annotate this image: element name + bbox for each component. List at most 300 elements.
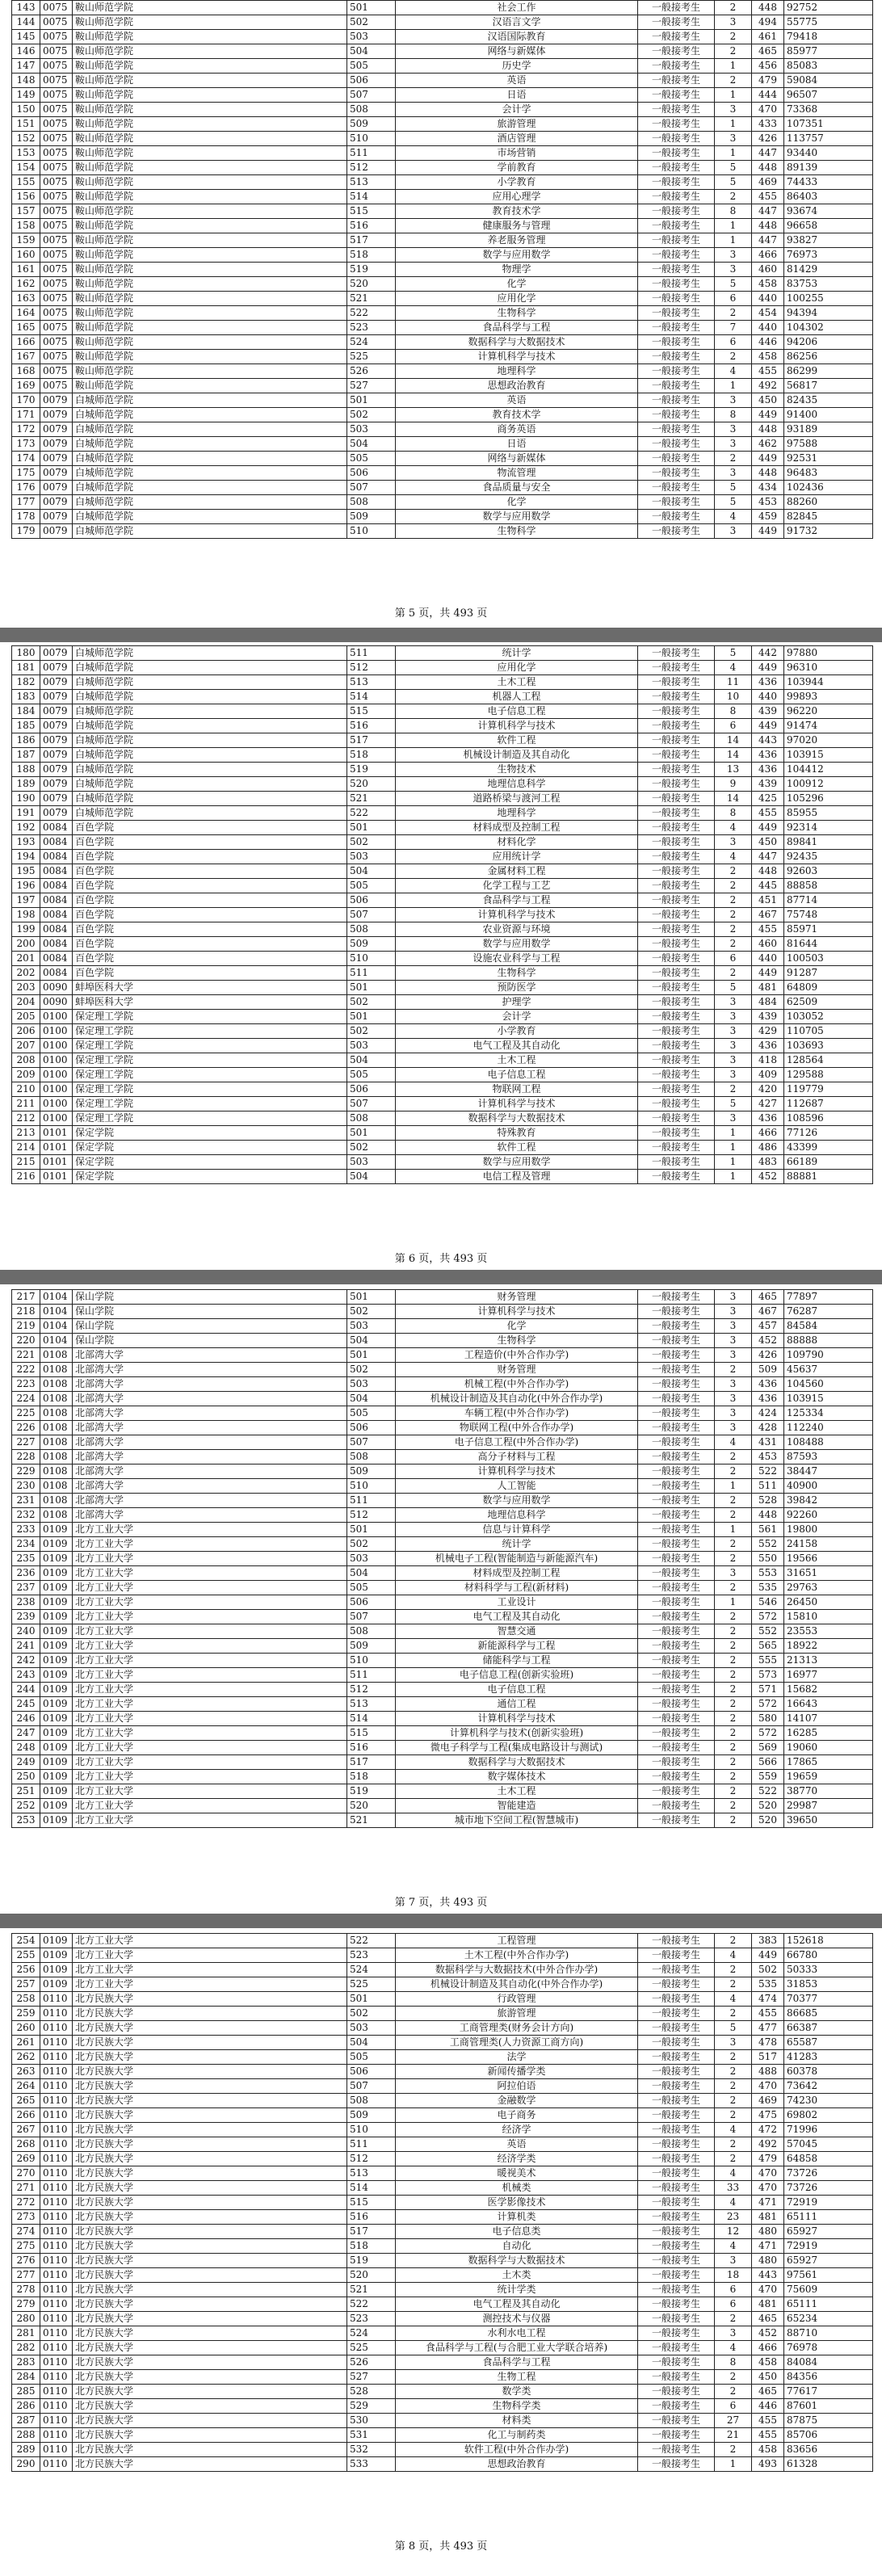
major-name: 计算机科学与技术 [396, 1305, 638, 1319]
plan-count: 5 [715, 981, 752, 995]
min-score: 426 [752, 132, 784, 146]
min-score: 517 [752, 2050, 784, 2065]
major-code: 511 [347, 966, 396, 981]
major-code: 525 [347, 2341, 396, 2355]
min-rank: 66387 [784, 2021, 873, 2036]
row-index: 161 [12, 263, 40, 277]
plan-count: 1 [715, 1170, 752, 1184]
table-row [12, 1141, 873, 1155]
major-code: 527 [347, 379, 396, 393]
candidate-type: 一般接考生 [638, 2370, 715, 2385]
school-code: 0109 [40, 1537, 73, 1552]
row-index: 181 [12, 661, 40, 675]
school-name: 北部湾大学 [73, 1377, 347, 1392]
min-rank: 92314 [784, 821, 873, 835]
major-code: 517 [347, 733, 396, 748]
plan-count: 12 [715, 2225, 752, 2239]
major-code: 518 [347, 248, 396, 263]
table-row [12, 2297, 873, 2312]
min-rank: 16643 [784, 1697, 873, 1712]
row-index: 182 [12, 675, 40, 690]
table-row [12, 893, 873, 908]
table-row [12, 59, 873, 74]
major-code: 505 [347, 1068, 396, 1082]
school-name: 保定学院 [73, 1141, 347, 1155]
min-rank: 65234 [784, 2312, 873, 2326]
major-code: 509 [347, 117, 396, 132]
school-code: 0110 [40, 2341, 73, 2355]
min-score: 472 [752, 2123, 784, 2137]
plan-count: 2 [715, 306, 752, 321]
plan-count: 2 [715, 1464, 752, 1479]
school-name: 鞍山师范学院 [73, 321, 347, 335]
min-rank: 97880 [784, 646, 873, 661]
plan-count: 3 [715, 1010, 752, 1024]
school-code: 0110 [40, 2283, 73, 2297]
min-rank: 72919 [784, 2196, 873, 2210]
plan-count: 2 [715, 2370, 752, 2385]
min-score: 455 [752, 364, 784, 379]
plan-count: 2 [715, 2385, 752, 2399]
table-row [12, 2137, 873, 2152]
row-index: 280 [12, 2312, 40, 2326]
row-index: 263 [12, 2065, 40, 2079]
row-index: 286 [12, 2399, 40, 2414]
table-row [12, 995, 873, 1010]
school-name: 北方工业大学 [73, 1624, 347, 1639]
major-name: 教育技术学 [396, 408, 638, 422]
plan-count: 1 [715, 1126, 752, 1141]
plan-count: 2 [715, 1963, 752, 1977]
major-code: 510 [347, 2123, 396, 2137]
min-rank: 77617 [784, 2385, 873, 2399]
min-rank: 66189 [784, 1155, 873, 1170]
school-code: 0075 [40, 59, 73, 74]
plan-count: 3 [715, 466, 752, 481]
min-score: 449 [752, 719, 784, 733]
school-name: 鞍山师范学院 [73, 59, 347, 74]
school-name: 百色学院 [73, 835, 347, 850]
plan-count: 2 [715, 452, 752, 466]
school-name: 保定学院 [73, 1170, 347, 1184]
candidate-type: 一般接考生 [638, 1155, 715, 1170]
candidate-type: 一般接考生 [638, 452, 715, 466]
row-index: 146 [12, 44, 40, 59]
min-score: 470 [752, 2079, 784, 2094]
major-code: 519 [347, 1784, 396, 1799]
candidate-type: 一般接考生 [638, 1363, 715, 1377]
row-index: 224 [12, 1392, 40, 1406]
major-name: 物流管理 [396, 466, 638, 481]
min-rank: 97020 [784, 733, 873, 748]
candidate-type: 一般接考生 [638, 1421, 715, 1435]
min-score: 453 [752, 495, 784, 510]
major-name: 数据科学与大数据技术 [396, 1755, 638, 1770]
table-row [12, 466, 873, 481]
candidate-type: 一般接考生 [638, 2239, 715, 2254]
row-index: 264 [12, 2079, 40, 2094]
min-rank: 91400 [784, 408, 873, 422]
min-rank: 43399 [784, 1141, 873, 1155]
plan-count: 5 [715, 175, 752, 190]
min-rank: 23553 [784, 1624, 873, 1639]
min-score: 461 [752, 30, 784, 44]
candidate-type: 一般接考生 [638, 864, 715, 879]
major-code: 524 [347, 335, 396, 350]
min-rank: 99893 [784, 690, 873, 704]
school-code: 0075 [40, 335, 73, 350]
school-name: 白城师范学院 [73, 510, 347, 524]
plan-count: 3 [715, 995, 752, 1010]
candidate-type: 一般接考生 [638, 675, 715, 690]
min-rank: 86403 [784, 190, 873, 204]
school-name: 北方民族大学 [73, 2385, 347, 2399]
school-code: 0109 [40, 1697, 73, 1712]
table-row [12, 1053, 873, 1068]
candidate-type: 一般接考生 [638, 1595, 715, 1610]
major-code: 515 [347, 2196, 396, 2210]
candidate-type: 一般接考生 [638, 524, 715, 539]
plan-count: 2 [715, 30, 752, 44]
school-code: 0075 [40, 117, 73, 132]
plan-count: 1 [715, 59, 752, 74]
plan-count: 2 [715, 1624, 752, 1639]
min-rank: 74230 [784, 2094, 873, 2108]
table-row [12, 719, 873, 733]
row-index: 157 [12, 204, 40, 219]
page-separator [0, 1270, 882, 1284]
min-score: 502 [752, 1963, 784, 1977]
major-name: 护理学 [396, 995, 638, 1010]
row-index: 180 [12, 646, 40, 661]
major-name: 商务英语 [396, 422, 638, 437]
table-row [12, 233, 873, 248]
major-code: 502 [347, 15, 396, 30]
min-rank: 38770 [784, 1784, 873, 1799]
row-index: 289 [12, 2443, 40, 2457]
major-name: 食品科学与工程 [396, 2355, 638, 2370]
row-index: 259 [12, 2007, 40, 2021]
min-rank: 89841 [784, 835, 873, 850]
row-index: 162 [12, 277, 40, 292]
major-name: 材料成型及控制工程 [396, 1566, 638, 1581]
major-name: 法学 [396, 2050, 638, 2065]
min-rank: 94394 [784, 306, 873, 321]
row-index: 191 [12, 806, 40, 821]
school-name: 白城师范学院 [73, 452, 347, 466]
school-name: 北方民族大学 [73, 2399, 347, 2414]
school-code: 0104 [40, 1319, 73, 1334]
candidate-type: 一般接考生 [638, 1479, 715, 1494]
plan-count: 2 [715, 908, 752, 922]
row-index: 194 [12, 850, 40, 864]
major-code: 522 [347, 2297, 396, 2312]
min-rank: 74433 [784, 175, 873, 190]
min-score: 462 [752, 437, 784, 452]
plan-count: 2 [715, 1668, 752, 1683]
candidate-type: 一般接考生 [638, 1290, 715, 1305]
min-score: 470 [752, 103, 784, 117]
school-code: 0079 [40, 510, 73, 524]
table-row [12, 952, 873, 966]
major-code: 505 [347, 1406, 396, 1421]
row-index: 197 [12, 893, 40, 908]
row-index: 272 [12, 2196, 40, 2210]
school-code: 0110 [40, 2036, 73, 2050]
candidate-type: 一般接考生 [638, 393, 715, 408]
row-index: 240 [12, 1624, 40, 1639]
candidate-type: 一般接考生 [638, 379, 715, 393]
table-row [12, 2152, 873, 2166]
plan-count: 1 [715, 233, 752, 248]
min-score: 449 [752, 1948, 784, 1963]
row-index: 178 [12, 510, 40, 524]
table-row [12, 2399, 873, 2414]
major-name: 数学与应用数学 [396, 1155, 638, 1170]
school-name: 白城师范学院 [73, 408, 347, 422]
major-code: 505 [347, 2050, 396, 2065]
row-index: 227 [12, 1435, 40, 1450]
min-rank: 39650 [784, 1813, 873, 1828]
plan-count: 3 [715, 1377, 752, 1392]
school-name: 北部湾大学 [73, 1508, 347, 1523]
major-name: 英语 [396, 2137, 638, 2152]
min-score: 459 [752, 510, 784, 524]
candidate-type: 一般接考生 [638, 88, 715, 103]
min-score: 425 [752, 792, 784, 806]
school-code: 0079 [40, 437, 73, 452]
major-name: 生物技术 [396, 763, 638, 777]
min-rank: 71996 [784, 2123, 873, 2137]
plan-count: 8 [715, 806, 752, 821]
school-code: 0079 [40, 408, 73, 422]
row-index: 261 [12, 2036, 40, 2050]
plan-count: 3 [715, 1348, 752, 1363]
min-rank: 76287 [784, 1305, 873, 1319]
major-name: 计算机科学与技术 [396, 908, 638, 922]
min-score: 552 [752, 1537, 784, 1552]
major-name: 应用化学 [396, 661, 638, 675]
school-name: 北方民族大学 [73, 2094, 347, 2108]
min-score: 439 [752, 1010, 784, 1024]
plan-count: 18 [715, 2268, 752, 2283]
min-rank: 108488 [784, 1435, 873, 1450]
row-index: 188 [12, 763, 40, 777]
major-name: 工商管理类(人力资源工商方向) [396, 2036, 638, 2050]
major-code: 507 [347, 88, 396, 103]
candidate-type: 一般接考生 [638, 937, 715, 952]
school-name: 北方民族大学 [73, 2239, 347, 2254]
major-code: 514 [347, 190, 396, 204]
admission-table [11, 1933, 873, 2472]
min-score: 561 [752, 1523, 784, 1537]
min-score: 448 [752, 422, 784, 437]
min-rank: 77897 [784, 1290, 873, 1305]
min-rank: 85083 [784, 59, 873, 74]
school-name: 北方民族大学 [73, 2370, 347, 2385]
table-row [12, 2021, 873, 2036]
table-row [12, 1435, 873, 1450]
major-name: 道路桥梁与渡河工程 [396, 792, 638, 806]
school-name: 北方民族大学 [73, 2007, 347, 2021]
major-code: 504 [347, 1392, 396, 1406]
min-score: 466 [752, 2341, 784, 2355]
plan-count: 2 [715, 1552, 752, 1566]
row-index: 172 [12, 422, 40, 437]
plan-count: 1 [715, 2457, 752, 2472]
plan-count: 14 [715, 792, 752, 806]
school-code: 0079 [40, 393, 73, 408]
candidate-type: 一般接考生 [638, 2021, 715, 2036]
school-code: 0108 [40, 1464, 73, 1479]
school-name: 鞍山师范学院 [73, 204, 347, 219]
min-score: 442 [752, 646, 784, 661]
plan-count: 5 [715, 646, 752, 661]
plan-count: 4 [715, 364, 752, 379]
row-index: 184 [12, 704, 40, 719]
school-name: 北方工业大学 [73, 1697, 347, 1712]
table-row [12, 321, 873, 335]
row-index: 212 [12, 1112, 40, 1126]
major-code: 510 [347, 132, 396, 146]
candidate-type: 一般接考生 [638, 219, 715, 233]
candidate-type: 一般接考生 [638, 510, 715, 524]
candidate-type: 一般接考生 [638, 1668, 715, 1683]
school-name: 北方工业大学 [73, 1755, 347, 1770]
major-name: 化学工程与工艺 [396, 879, 638, 893]
candidate-type: 一般接考生 [638, 2297, 715, 2312]
min-score: 445 [752, 879, 784, 893]
table-row [12, 1319, 873, 1334]
min-score: 469 [752, 175, 784, 190]
school-code: 0109 [40, 1977, 73, 1992]
page-footer: 第 6 页，共 493 页 [394, 1253, 488, 1265]
plan-count: 2 [715, 1450, 752, 1464]
min-rank: 93827 [784, 233, 873, 248]
major-code: 512 [347, 1683, 396, 1697]
table-row [12, 1334, 873, 1348]
major-code: 522 [347, 1934, 396, 1948]
plan-count: 1 [715, 1155, 752, 1170]
candidate-type: 一般接考生 [638, 481, 715, 495]
school-code: 0079 [40, 452, 73, 466]
plan-count: 2 [715, 2094, 752, 2108]
row-index: 169 [12, 379, 40, 393]
school-code: 0109 [40, 1610, 73, 1624]
school-name: 北方工业大学 [73, 1595, 347, 1610]
table-row [12, 2239, 873, 2254]
row-index: 244 [12, 1683, 40, 1697]
table-row [12, 1992, 873, 2007]
table-row [12, 2210, 873, 2225]
major-name: 储能科学与工程 [396, 1654, 638, 1668]
plan-count: 2 [715, 937, 752, 952]
row-index: 216 [12, 1170, 40, 1184]
plan-count: 3 [715, 1305, 752, 1319]
min-rank: 73642 [784, 2079, 873, 2094]
min-rank: 103693 [784, 1039, 873, 1053]
school-name: 鞍山师范学院 [73, 74, 347, 88]
major-code: 502 [347, 408, 396, 422]
plan-count: 3 [715, 2254, 752, 2268]
major-name: 电子信息工程(中外合作办学) [396, 1435, 638, 1450]
min-rank: 86299 [784, 364, 873, 379]
table-row [12, 292, 873, 306]
major-name: 旅游管理 [396, 2007, 638, 2021]
candidate-type: 一般接考生 [638, 646, 715, 661]
row-index: 196 [12, 879, 40, 893]
min-rank: 76978 [784, 2341, 873, 2355]
major-code: 520 [347, 277, 396, 292]
major-code: 518 [347, 2239, 396, 2254]
plan-count: 3 [715, 1039, 752, 1053]
table-row [12, 922, 873, 937]
row-index: 232 [12, 1508, 40, 1523]
major-name: 数据科学与大数据技术 [396, 2254, 638, 2268]
table-row [12, 2065, 873, 2079]
min-score: 427 [752, 1097, 784, 1112]
min-score: 469 [752, 2094, 784, 2108]
row-index: 205 [12, 1010, 40, 1024]
table-row [12, 1068, 873, 1082]
school-name: 鞍山师范学院 [73, 30, 347, 44]
table-row [12, 161, 873, 175]
major-code: 521 [347, 792, 396, 806]
school-code: 0079 [40, 495, 73, 510]
table-row [12, 690, 873, 704]
school-code: 0110 [40, 2312, 73, 2326]
min-rank: 87601 [784, 2399, 873, 2414]
school-code: 0075 [40, 379, 73, 393]
major-name: 水利水电工程 [396, 2326, 638, 2341]
table-row [12, 1799, 873, 1813]
plan-count: 4 [715, 661, 752, 675]
plan-count: 3 [715, 132, 752, 146]
school-code: 0108 [40, 1406, 73, 1421]
min-rank: 103915 [784, 1392, 873, 1406]
candidate-type: 一般接考生 [638, 15, 715, 30]
min-score: 460 [752, 263, 784, 277]
major-code: 518 [347, 1770, 396, 1784]
major-code: 506 [347, 466, 396, 481]
major-name: 酒店管理 [396, 132, 638, 146]
row-index: 273 [12, 2210, 40, 2225]
min-rank: 73726 [784, 2181, 873, 2196]
school-name: 百色学院 [73, 821, 347, 835]
min-score: 465 [752, 2385, 784, 2399]
plan-count: 4 [715, 821, 752, 835]
min-rank: 87714 [784, 893, 873, 908]
plan-count: 1 [715, 219, 752, 233]
major-code: 517 [347, 2225, 396, 2239]
min-rank: 104560 [784, 1377, 873, 1392]
major-name: 英语 [396, 393, 638, 408]
row-index: 231 [12, 1494, 40, 1508]
min-score: 447 [752, 146, 784, 161]
candidate-type: 一般接考生 [638, 908, 715, 922]
school-name: 保山学院 [73, 1334, 347, 1348]
major-code: 508 [347, 922, 396, 937]
school-code: 0110 [40, 1992, 73, 2007]
school-name: 鞍山师范学院 [73, 379, 347, 393]
plan-count: 8 [715, 408, 752, 422]
table-row [12, 2385, 873, 2399]
min-rank: 19060 [784, 1741, 873, 1755]
major-name: 电气工程及其自动化 [396, 2297, 638, 2312]
major-name: 生物科学 [396, 306, 638, 321]
row-index: 283 [12, 2355, 40, 2370]
candidate-type: 一般接考生 [638, 437, 715, 452]
